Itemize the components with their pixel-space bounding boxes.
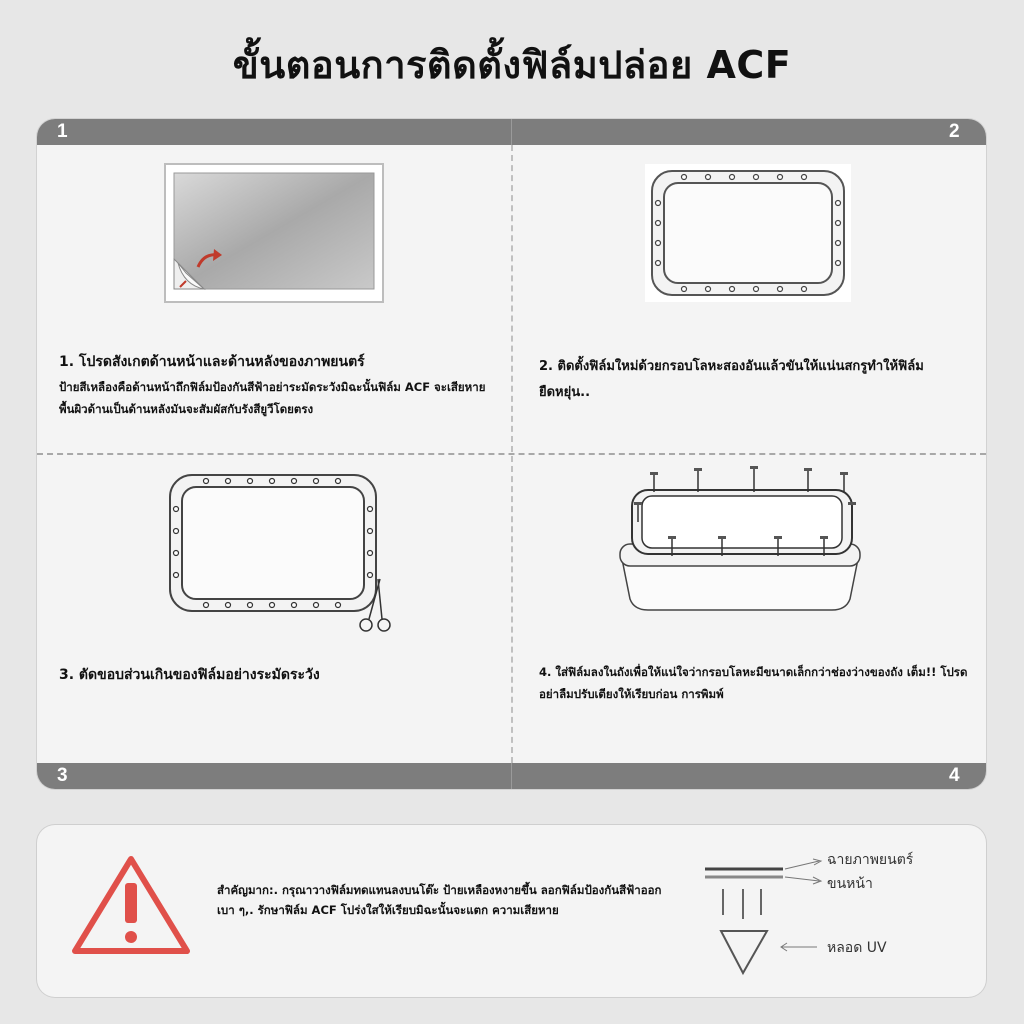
- warning-panel: [37, 825, 986, 997]
- step-3-text: [59, 664, 499, 689]
- bottom-bar: [37, 763, 986, 789]
- step-number-3: 3: [57, 765, 68, 786]
- trim-frame-illustration: [164, 469, 394, 637]
- label-uv: หลอด UV: [827, 940, 887, 956]
- label-film: ฉายภาพยนตร์: [827, 852, 914, 868]
- step-4-heading: 4. ใส่ฟิล์มลงในถังเพื่อให้แน่ใจว่ากรอบโลหะมีขนาดเล็กกว่าช่องว่างของถัง เต็ม!! โปรดอย่าลืมปรับเตียงให้เรียบก่อน การพิมพ์: [539, 665, 968, 701]
- metal-frame-illustration: [644, 163, 852, 303]
- step-number-2: 2: [949, 121, 960, 142]
- step-number-4: 4: [949, 765, 960, 786]
- label-front: ขนหน้า: [827, 876, 873, 892]
- step-3-heading: 3. ตัดขอบส่วนเกินของฟิล์มอย่างระมัดระวัง: [59, 667, 320, 683]
- bar-divider: [511, 763, 512, 789]
- horizontal-divider: [37, 453, 986, 455]
- step-1-body: ป้ายสีเหลืองคือด้านหน้าถึกฟิล์มป้องกันสีฟ้าอย่าระมัดระวังมิฉะนั้นฟิล์ม ACF จะเสียหาย พื้นผิวด้านเป็นด้านหลังมันจะสัมผัสกับรังสียูวีโดยตรง: [59, 380, 486, 416]
- step-1-heading: 1. โปรดสังเกตด้านหน้าและด้านหลังของภาพยนตร์: [59, 354, 365, 370]
- step-number-1: 1: [57, 121, 68, 142]
- step-2-text: [539, 354, 969, 406]
- bar-divider: [511, 119, 512, 145]
- top-bar: [37, 119, 986, 145]
- warning-text: สำคัญมาก:. กรุณาวางฟิล์มทดแทนลงบนโต๊ะ ป้ายเหลืองหงายขึ้น ลอกฟิล์มป้องกันสีฟ้าออกเบา ๆ,. รักษาฟิล์ม ACF โปร่งใสให้เรียบมิฉะนั้นจะแตก ความเสียหาย: [217, 883, 662, 917]
- steps-panel: [37, 119, 986, 789]
- page-title: ขั้นตอนการติดตั้งฟิล์มปล่อย ACF: [232, 43, 792, 87]
- step-4-text: [539, 661, 979, 705]
- vat-illustration: [612, 464, 872, 614]
- warning-triangle-icon: [69, 853, 193, 957]
- step-1-text: [59, 351, 499, 420]
- film-sheet-illustration: [164, 163, 384, 303]
- step-2-heading: 2. ติดตั้งฟิล์มใหม่ด้วยกรอบโลหะสองอันแล้วขันให้แน่นสกรูทำให้ฟิล์มยืดหยุ่น..: [539, 359, 924, 400]
